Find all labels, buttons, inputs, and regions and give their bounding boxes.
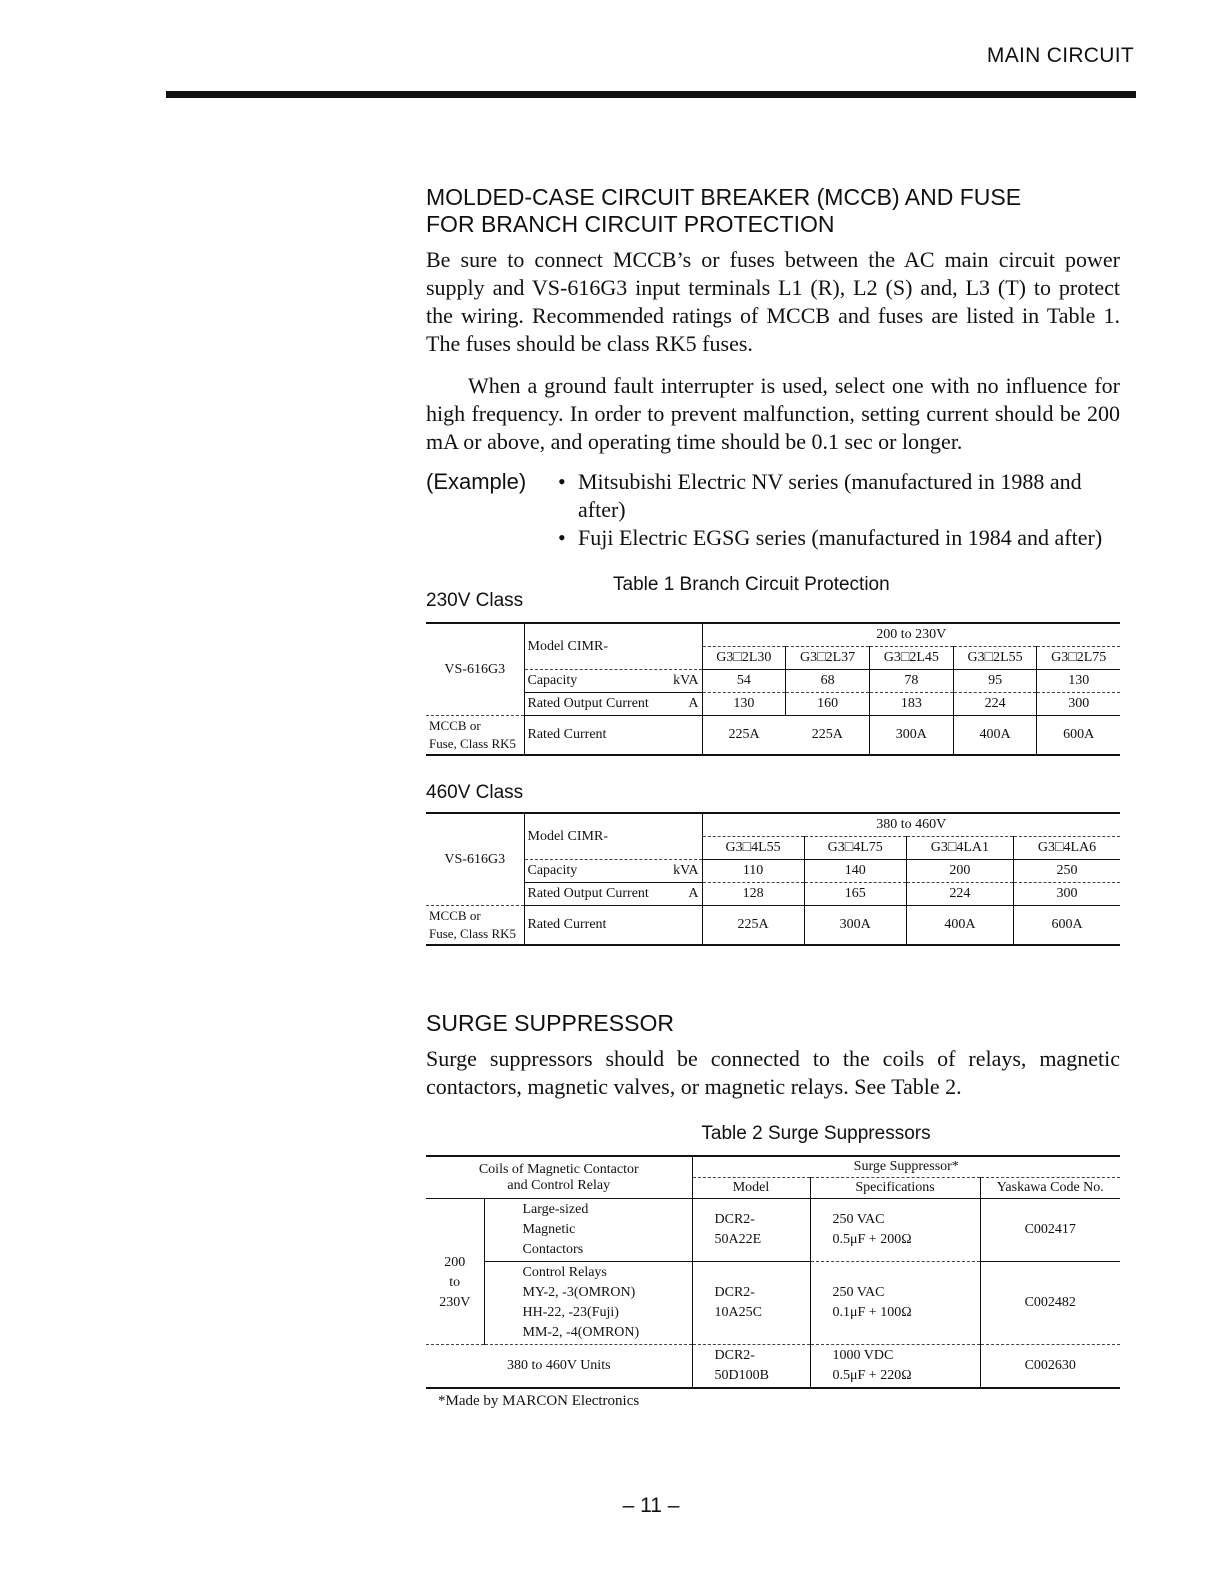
capacity-label-cell	[524, 860, 702, 883]
surge-paragraph: Surge suppressors should be connected to the coils of relays, magnetic contactors, magnetic valves, or magnetic relays. See Table 2.	[426, 1046, 1120, 1099]
surge-spec-line: 0.5μF + 200Ω	[832, 1232, 912, 1247]
section-title-line1: MOLDED-CASE CIRCUIT BREAKER (MCCB) AND FUSE	[426, 184, 1022, 210]
capacity-label-cell	[524, 670, 702, 693]
mccb-label-line2: Fuse, Class RK5	[429, 926, 517, 941]
coils-header-line1: Coils of Magnetic Contactor	[478, 1161, 639, 1177]
surge-model-line: 50D100B	[714, 1368, 769, 1383]
table1-heading	[426, 574, 1120, 622]
table-230v	[426, 622, 1120, 756]
example-item: • Mitsubishi Electric NV series (manufactured in 1988 and after)	[558, 468, 1120, 524]
rated-output-label: Rated Output Current	[527, 886, 649, 901]
surge-model-line: DCR2-	[714, 1212, 755, 1227]
model-header-cell: Model	[692, 1178, 810, 1199]
rated-current-cell: 300A	[804, 906, 906, 946]
class-230v-label: 230V Class	[426, 590, 524, 611]
coil-line: Control Relays	[522, 1265, 607, 1280]
example-block	[426, 468, 1120, 552]
capacity-label: Capacity	[527, 863, 578, 878]
rated-output-label-cell	[524, 883, 702, 906]
surge-model-line: DCR2-	[714, 1348, 755, 1363]
surge-model-line: 10A25C	[714, 1305, 762, 1320]
capacity-label: Capacity	[527, 673, 578, 688]
series-cell: VS-616G3	[426, 813, 524, 906]
voltage-range-line2: to	[449, 1275, 461, 1290]
rated-output-unit: A	[688, 696, 699, 711]
page-number: – 11 –	[622, 1494, 680, 1517]
table2-title: Table 2 Surge Suppressors	[701, 1123, 931, 1144]
rated-current-label-cell: Rated Current	[524, 716, 702, 756]
surge-code-cell: C002630	[980, 1345, 1120, 1389]
model-label-cell: Model CIMR-	[524, 813, 702, 860]
page-content	[426, 184, 1120, 1410]
mccb-label-cell	[426, 906, 524, 946]
rated-current-cell: 300A	[869, 716, 953, 756]
model-label-cell: Model CIMR-	[524, 623, 702, 670]
voltage-range-line3: 230V	[439, 1295, 471, 1310]
rated-output-cell: 183	[869, 693, 953, 716]
capacity-cell: 140	[804, 860, 906, 883]
voltage-cell: 200 to 230V	[702, 623, 1120, 647]
rated-output-cell: 160	[786, 693, 870, 716]
model-cell: G3□4LA1	[906, 837, 1013, 860]
mccb-paragraph-2: When a ground fault interrupter is used, select one with no influence for high frequency. In order to prevent malfunction, setting current should be 200 mA or above, and operating time should be 0.1 sec or longer.	[426, 373, 1120, 454]
coil-line: HH-22, -23(Fuji)	[522, 1305, 619, 1320]
surge-spec-line: 0.1μF + 100Ω	[832, 1305, 912, 1320]
coil-cell	[484, 1199, 692, 1262]
rated-output-unit: A	[688, 886, 699, 901]
table-surge-suppressors	[426, 1155, 1120, 1389]
model-cell: G3□2L37	[786, 647, 870, 670]
mccb-paragraph-1: Be sure to connect MCCB’s or fuses between the AC main circuit power supply and VS-616G3 input terminals L1 (R), L2 (S) and, L3 (T) to protect the wiring. Recommended ratings of MCCB and fuses are listed in Table 1. The fuses should be class RK5 fuses.	[426, 247, 1120, 356]
surge-code-cell: C002417	[980, 1199, 1120, 1262]
table1-title: Table 1 Branch Circuit Protection	[613, 574, 890, 595]
surge-header-cell: Surge Suppressor*	[692, 1156, 1120, 1178]
capacity-cell: 68	[786, 670, 870, 693]
voltage-range-line1: 200	[444, 1255, 466, 1270]
rated-current-cell: 400A	[906, 906, 1013, 946]
capacity-unit: kVA	[673, 863, 699, 878]
surge-spec-line: 250 VAC	[832, 1212, 885, 1227]
rated-current-cell: 225A	[702, 906, 804, 946]
model-cell: G3□4L55	[702, 837, 804, 860]
surge-model-cell	[692, 1199, 810, 1262]
model-cell: G3□2L75	[1037, 647, 1120, 670]
rated-output-cell: 130	[702, 693, 786, 716]
example-label: (Example)	[426, 469, 527, 494]
model-cell: G3□2L45	[869, 647, 953, 670]
capacity-cell: 250	[1014, 860, 1120, 883]
code-header-cell: Yaskawa Code No.	[980, 1178, 1120, 1199]
surge-spec-line: 250 VAC	[832, 1285, 885, 1300]
rated-output-cell: 165	[804, 883, 906, 906]
page-header-title: MAIN CIRCUIT	[986, 44, 1134, 67]
capacity-cell: 54	[702, 670, 786, 693]
rated-output-cell: 224	[906, 883, 1013, 906]
example-list	[558, 468, 1120, 552]
spec-header-cell: Specifications	[810, 1178, 980, 1199]
coil-line: Large-sized	[522, 1202, 589, 1217]
coil-line: Magnetic	[522, 1222, 576, 1237]
surge-model-cell	[692, 1345, 810, 1389]
model-cell: G3□2L30	[702, 647, 786, 670]
rated-output-cell: 224	[953, 693, 1037, 716]
model-cell: G3□4L75	[804, 837, 906, 860]
capacity-cell: 200	[906, 860, 1013, 883]
coil-cell: 380 to 460V Units	[506, 1358, 611, 1373]
header-rule	[166, 91, 1136, 98]
surge-spec-line: 0.5μF + 220Ω	[832, 1368, 912, 1383]
coils-header-cell	[426, 1156, 692, 1199]
coils-header-line2: and Control Relay	[507, 1177, 611, 1193]
surge-code-cell: C002482	[980, 1262, 1120, 1345]
coil-line: MM-2, -4(OMRON)	[522, 1325, 640, 1340]
surge-spec-cell	[810, 1262, 980, 1345]
coil-cell	[484, 1262, 692, 1345]
surge-model-cell	[692, 1262, 810, 1345]
model-cell: G3□2L55	[953, 647, 1037, 670]
table2-footnote: *Made by MARCON Electronics	[438, 1393, 640, 1409]
mccb-label-cell	[426, 716, 524, 756]
surge-model-line: 50A22E	[714, 1232, 762, 1247]
capacity-cell: 95	[953, 670, 1037, 693]
coil-line: Contactors	[522, 1242, 584, 1257]
rated-output-label-cell	[524, 693, 702, 716]
section-title-surge: SURGE SUPPRESSOR	[426, 1010, 674, 1036]
series-cell: VS-616G3	[426, 623, 524, 716]
capacity-cell: 110	[702, 860, 804, 883]
rated-current-cell: 600A	[1014, 906, 1120, 946]
section-title-mccb	[426, 184, 1120, 238]
class-460v-label: 460V Class	[426, 782, 524, 803]
mccb-label-line1: MCCB or	[429, 908, 481, 923]
rated-output-cell: 128	[702, 883, 804, 906]
model-cell: G3□4LA6	[1014, 837, 1120, 860]
rated-current-cell: 225A	[811, 727, 843, 742]
voltage-cell: 380 to 460V	[702, 813, 1120, 837]
rated-output-label: Rated Output Current	[527, 696, 649, 711]
voltage-range-cell	[426, 1199, 484, 1345]
surge-spec-line: 1000 VDC	[832, 1348, 894, 1363]
surge-spec-cell	[810, 1345, 980, 1389]
coil-line: MY-2, -3(OMRON)	[522, 1285, 636, 1300]
rated-output-cell: 300	[1037, 693, 1120, 716]
rated-current-label-cell: Rated Current	[524, 906, 702, 946]
capacity-unit: kVA	[673, 673, 699, 688]
surge-spec-cell	[810, 1199, 980, 1262]
table-460v	[426, 812, 1120, 946]
mccb-label-line1: MCCB or	[429, 718, 481, 733]
rated-current-cell: 400A	[953, 716, 1037, 756]
rated-current-cell: 600A	[1037, 716, 1120, 756]
mccb-label-line2: Fuse, Class RK5	[429, 736, 517, 751]
rated-output-cell: 300	[1014, 883, 1120, 906]
section-title-line2: FOR BRANCH CIRCUIT PROTECTION	[426, 211, 835, 237]
example-item: • Fuji Electric EGSG series (manufactured in 1984 and after)	[558, 524, 1120, 552]
rated-current-cell: 225A	[702, 716, 786, 756]
capacity-cell: 130	[1037, 670, 1120, 693]
surge-model-line: DCR2-	[714, 1285, 755, 1300]
capacity-cell: 78	[869, 670, 953, 693]
